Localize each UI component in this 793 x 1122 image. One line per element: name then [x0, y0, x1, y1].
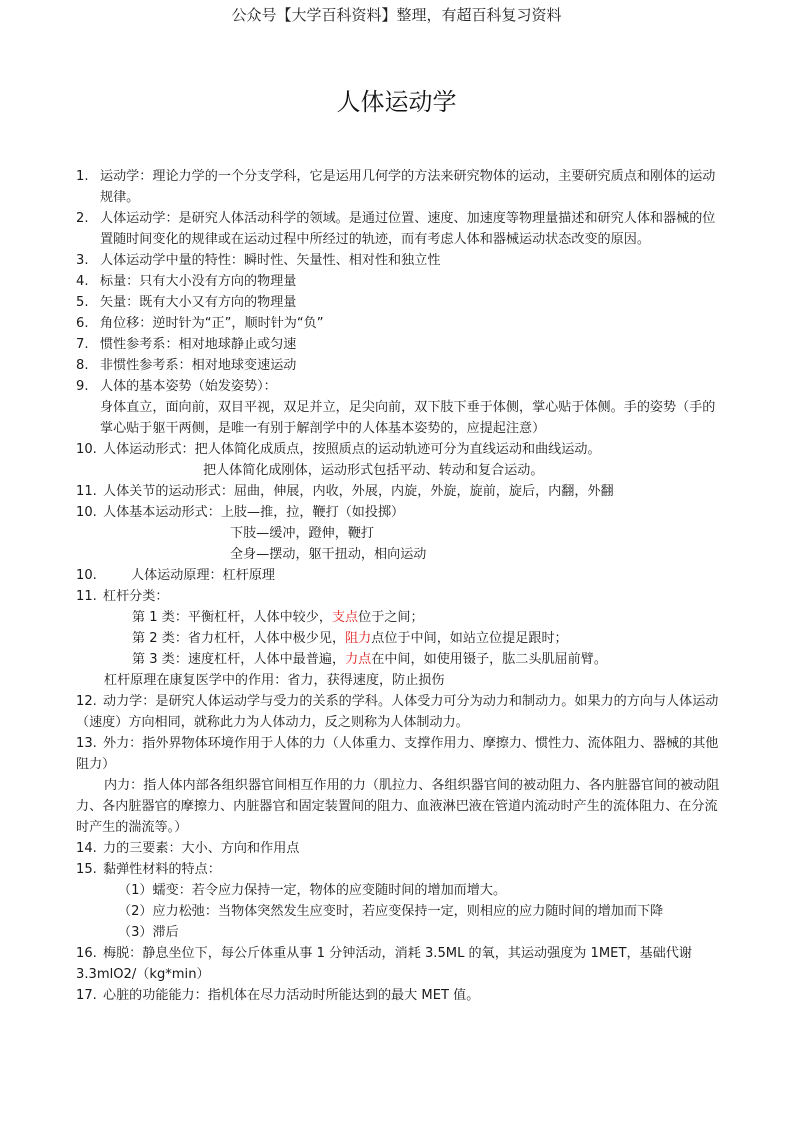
item-number: 15.	[76, 862, 97, 877]
internal-force-text: 内力：指人体内部各组织器官间相互作用的力（肌拉力、各组织器官间的被动阻力、各内脏器官间的被动阻力、各内脏器官的摩擦力、内脏器官和固定装置间的阻力、血液淋巴液在管道内流动时产生的流体阻力、在分流时产生的湍流等。）	[76, 778, 720, 835]
item-continuation: 全身—摆动，躯干扭动，相向运动	[230, 547, 427, 562]
list-item	[76, 838, 722, 859]
item-text: 杠杆分类：	[103, 589, 169, 604]
list-item	[76, 565, 722, 586]
item-text: 人体的基本姿势（始发姿势）：	[100, 379, 277, 394]
lever-class-3: 第 3 类：速度杠杆，人体中最普遍，力点在中间，如使用镊子，肱二头肌屈前臂。	[132, 652, 607, 667]
item-number: 9.	[76, 379, 89, 394]
item-number: 17.	[76, 988, 97, 1003]
item-text: 黏弹性材料的特点：	[103, 862, 221, 877]
sub-item: （1）蠕变：若令应力保持一定，物体的应变随时间的增加而增大。	[118, 883, 507, 898]
item-text: 动力学：是研究人体运动学与受力的关系的学科。人体受力可分为动力和制动力。如果力的方向与人体运动（速度）方向相同，就称此力为人体动力，反之则称为人体制动力。	[76, 694, 719, 730]
highlight-text: 阻力	[345, 631, 372, 646]
document-body	[76, 166, 722, 1006]
list-item	[76, 376, 722, 397]
item-number: 16.	[76, 946, 97, 961]
item-text: 梅脱：静息坐位下，每公斤体重从事 1 分钟活动，消耗 3.5ML 的氧，其运动强度为 1MET，基础代谢 3.3mlO2/（kg*min）	[76, 946, 692, 982]
item-text: 人体运动学中量的特性：瞬时性、矢量性、相对性和独立性	[100, 253, 441, 268]
item-text: 人体运动原理：杠杆原理	[131, 568, 276, 583]
highlight-text: 力点	[345, 652, 372, 667]
list-item	[76, 586, 722, 607]
item-number: 7.	[76, 337, 89, 352]
item-number: 10.	[76, 568, 97, 583]
item-text: 惯性参考系：相对地球静止或匀速	[100, 337, 297, 352]
item-text: 人体运动形式：把人体简化成质点，按照质点的运动轨迹可分为直线运动和曲线运动。	[103, 442, 601, 457]
item-text: 人体基本运动形式：上肢—推，拉，鞭打（如投掷）	[103, 505, 405, 520]
list-item	[76, 271, 722, 292]
list-item	[76, 859, 722, 880]
item-number: 12.	[76, 694, 97, 709]
lever-class-2: 第 2 类：省力杠杆，人体中极少见，阻力点位于中间，如站立位提足跟时；	[132, 631, 568, 646]
page-title: 人体运动学	[336, 88, 457, 116]
list-item	[76, 502, 722, 523]
item-text: 角位移：逆时针为“正”，顺时针为“负”	[100, 316, 324, 331]
list-item	[76, 439, 722, 460]
list-item	[76, 481, 722, 502]
list-item	[76, 355, 722, 376]
item-number: 2.	[76, 211, 89, 226]
item-text: 心脏的功能能力：指机体在尽力活动时所能达到的最大 MET 值。	[103, 988, 480, 1003]
item-number: 13.	[76, 736, 97, 751]
list-item	[76, 250, 722, 271]
item-text: 人体运动学：是研究人体活动科学的领域。是通过位置、速度、加速度等物理量描述和研究人体和器械的位置随时间变化的规律或在运动过程中所经过的轨迹，而有考虑人体和器械运动状态改变的原因。	[100, 211, 716, 247]
list-item	[76, 208, 722, 250]
posture-detail: 身体直立，面向前，双目平视，双足并立，足尖向前，双下肢下垂于体侧，掌心贴于体侧。手的姿势（手的掌心贴于躯干两侧，是唯一有别于解剖学中的人体基本姿势的，应提起注意）	[100, 400, 716, 436]
item-number: 11.	[76, 589, 97, 604]
item-number: 4.	[76, 274, 89, 289]
item-text: 力的三要素：大小、方向和作用点	[103, 841, 300, 856]
item-number: 10.	[76, 505, 97, 520]
item-continuation: 下肢—缓冲，蹬伸，鞭打	[230, 526, 375, 541]
list-item	[76, 313, 722, 334]
item-number: 1.	[76, 169, 89, 184]
lever-note: 杠杆原理在康复医学中的作用：省力，获得速度，防止损伤	[104, 673, 445, 688]
item-text: 标量：只有大小没有方向的物理量	[100, 274, 297, 289]
item-text: 矢量：既有大小又有方向的物理量	[100, 295, 297, 310]
item-number: 6.	[76, 316, 89, 331]
list-item	[76, 733, 722, 775]
list-item	[76, 691, 722, 733]
list-item	[76, 292, 722, 313]
item-text: 外力：指外界物体环境作用于人体的力（人体重力、支撑作用力、摩擦力、惯性力、流体阻力、器械的其他阻力）	[76, 736, 719, 772]
item-number: 8.	[76, 358, 89, 373]
page-header: 公众号【大学百科资料】整理，有超百科复习资料	[231, 6, 562, 24]
sub-item: （2）应力松弛：当物体突然发生应变时，若应变保持一定，则相应的应力随时间的增加而下降	[118, 904, 664, 919]
item-number: 10.	[76, 442, 97, 457]
item-text: 运动学：理论力学的一个分支学科，它是运用几何学的方法来研究物体的运动，主要研究质点和刚体的运动规律。	[100, 169, 716, 205]
item-text: 人体关节的运动形式：屈曲，伸展，内收，外展，内旋，外旋，旋前，旋后，内翻，外翻	[103, 484, 614, 499]
item-number: 3.	[76, 253, 89, 268]
lever-class-1: 第 1 类：平衡杠杆，人体中较少，支点位于之间；	[132, 610, 424, 625]
item-continuation: 把人体简化成刚体，运动形式包括平动、转动和复合运动。	[203, 463, 544, 478]
list-item	[76, 985, 722, 1006]
highlight-text: 支点	[331, 610, 359, 625]
item-number: 14.	[76, 841, 97, 856]
sub-item: （3）滞后	[118, 925, 179, 940]
list-item	[76, 334, 722, 355]
list-item	[76, 943, 722, 985]
list-item	[76, 166, 722, 208]
item-text: 非惯性参考系：相对地球变速运动	[100, 358, 297, 373]
item-number: 5.	[76, 295, 89, 310]
item-number: 11.	[76, 484, 97, 499]
